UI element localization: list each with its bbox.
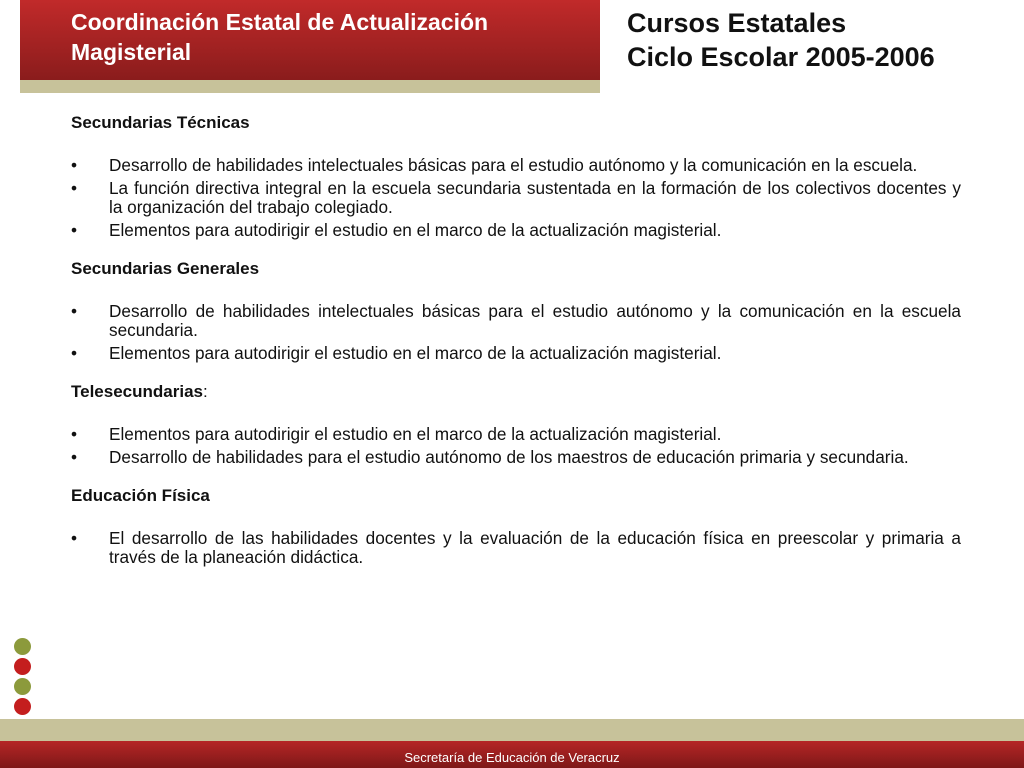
- section-secundarias-generales: [71, 258, 961, 363]
- list-item-text: Desarrollo de habilidades intelectuales básicas para el estudio autónomo y la comunicación en la escuela secundaria.: [109, 301, 961, 340]
- bullet-icon: •: [71, 343, 78, 363]
- bullet-list: [71, 425, 961, 467]
- section-title: [71, 381, 961, 403]
- list-item: [71, 529, 961, 567]
- section-telesecundarias: [71, 381, 961, 467]
- bullet-icon: •: [71, 301, 78, 321]
- course-list: [71, 112, 961, 585]
- list-item: [71, 156, 961, 175]
- list-item-text: Desarrollo de habilidades intelectuales básicas para el estudio autónomo y la comunicación en la escuela.: [109, 155, 918, 175]
- bullet-icon: •: [71, 447, 78, 467]
- olive-dot-icon: [14, 638, 31, 655]
- section-title-suffix: :: [202, 382, 208, 401]
- list-item-text: El desarrollo de las habilidades docentes y la evaluación de la educación física en preescolar y primaria a través de la planeación didáctica.: [109, 528, 961, 567]
- footer-text: Secretaría de Educación de Veracruz: [404, 750, 620, 765]
- bullet-icon: •: [71, 220, 78, 240]
- list-item: [71, 448, 961, 467]
- list-item-text: Elementos para autodirigir el estudio en el marco de la actualización magisterial.: [109, 424, 722, 444]
- header-accent-band: [20, 80, 600, 93]
- list-item: [71, 344, 961, 363]
- list-item-text: La función directiva integral en la escuela secundaria sustentada en la formación de los colectivos docentes y la organización del trabajo colegiado.: [109, 178, 961, 217]
- section-title-text: Telesecundarias: [71, 382, 203, 401]
- list-item-text: Elementos para autodirigir el estudio en el marco de la actualización magisterial.: [109, 220, 722, 240]
- list-item-text: Elementos para autodirigir el estudio en el marco de la actualización magisterial.: [109, 343, 722, 363]
- organization-title: Coordinación Estatal de Actualización Magisterial: [71, 9, 489, 65]
- olive-dot-icon: [14, 678, 31, 695]
- list-item: [71, 302, 961, 340]
- section-title: [71, 112, 961, 134]
- bullet-list: [71, 529, 961, 567]
- section-title-text: Educación Física: [71, 486, 210, 505]
- document-title-line-2: Ciclo Escolar 2005-2006: [627, 42, 935, 72]
- document-title: [627, 6, 1007, 74]
- bullet-icon: •: [71, 178, 78, 198]
- red-dot-icon: [14, 698, 31, 715]
- section-title: [71, 485, 961, 507]
- red-dot-icon: [14, 658, 31, 675]
- bullet-icon: •: [71, 424, 78, 444]
- list-item: [71, 221, 961, 240]
- bullet-icon: •: [71, 528, 78, 548]
- bullet-list: [71, 302, 961, 363]
- section-educacion-fisica: [71, 485, 961, 567]
- bullet-icon: •: [71, 155, 78, 175]
- section-secundarias-tecnicas: [71, 112, 961, 240]
- list-item: [71, 425, 961, 444]
- list-item-text: Desarrollo de habilidades para el estudio autónomo de los maestros de educación primaria y secundaria.: [109, 447, 909, 467]
- document-title-line-1: Cursos Estatales: [627, 8, 847, 38]
- footer-accent-band: [0, 719, 1024, 741]
- bullet-list: [71, 156, 961, 240]
- section-title-text: Secundarias Generales: [71, 259, 260, 278]
- list-item: [71, 179, 961, 217]
- section-title-text: Secundarias Técnicas: [71, 113, 250, 132]
- section-title: [71, 258, 961, 280]
- decorative-dots: [14, 638, 32, 718]
